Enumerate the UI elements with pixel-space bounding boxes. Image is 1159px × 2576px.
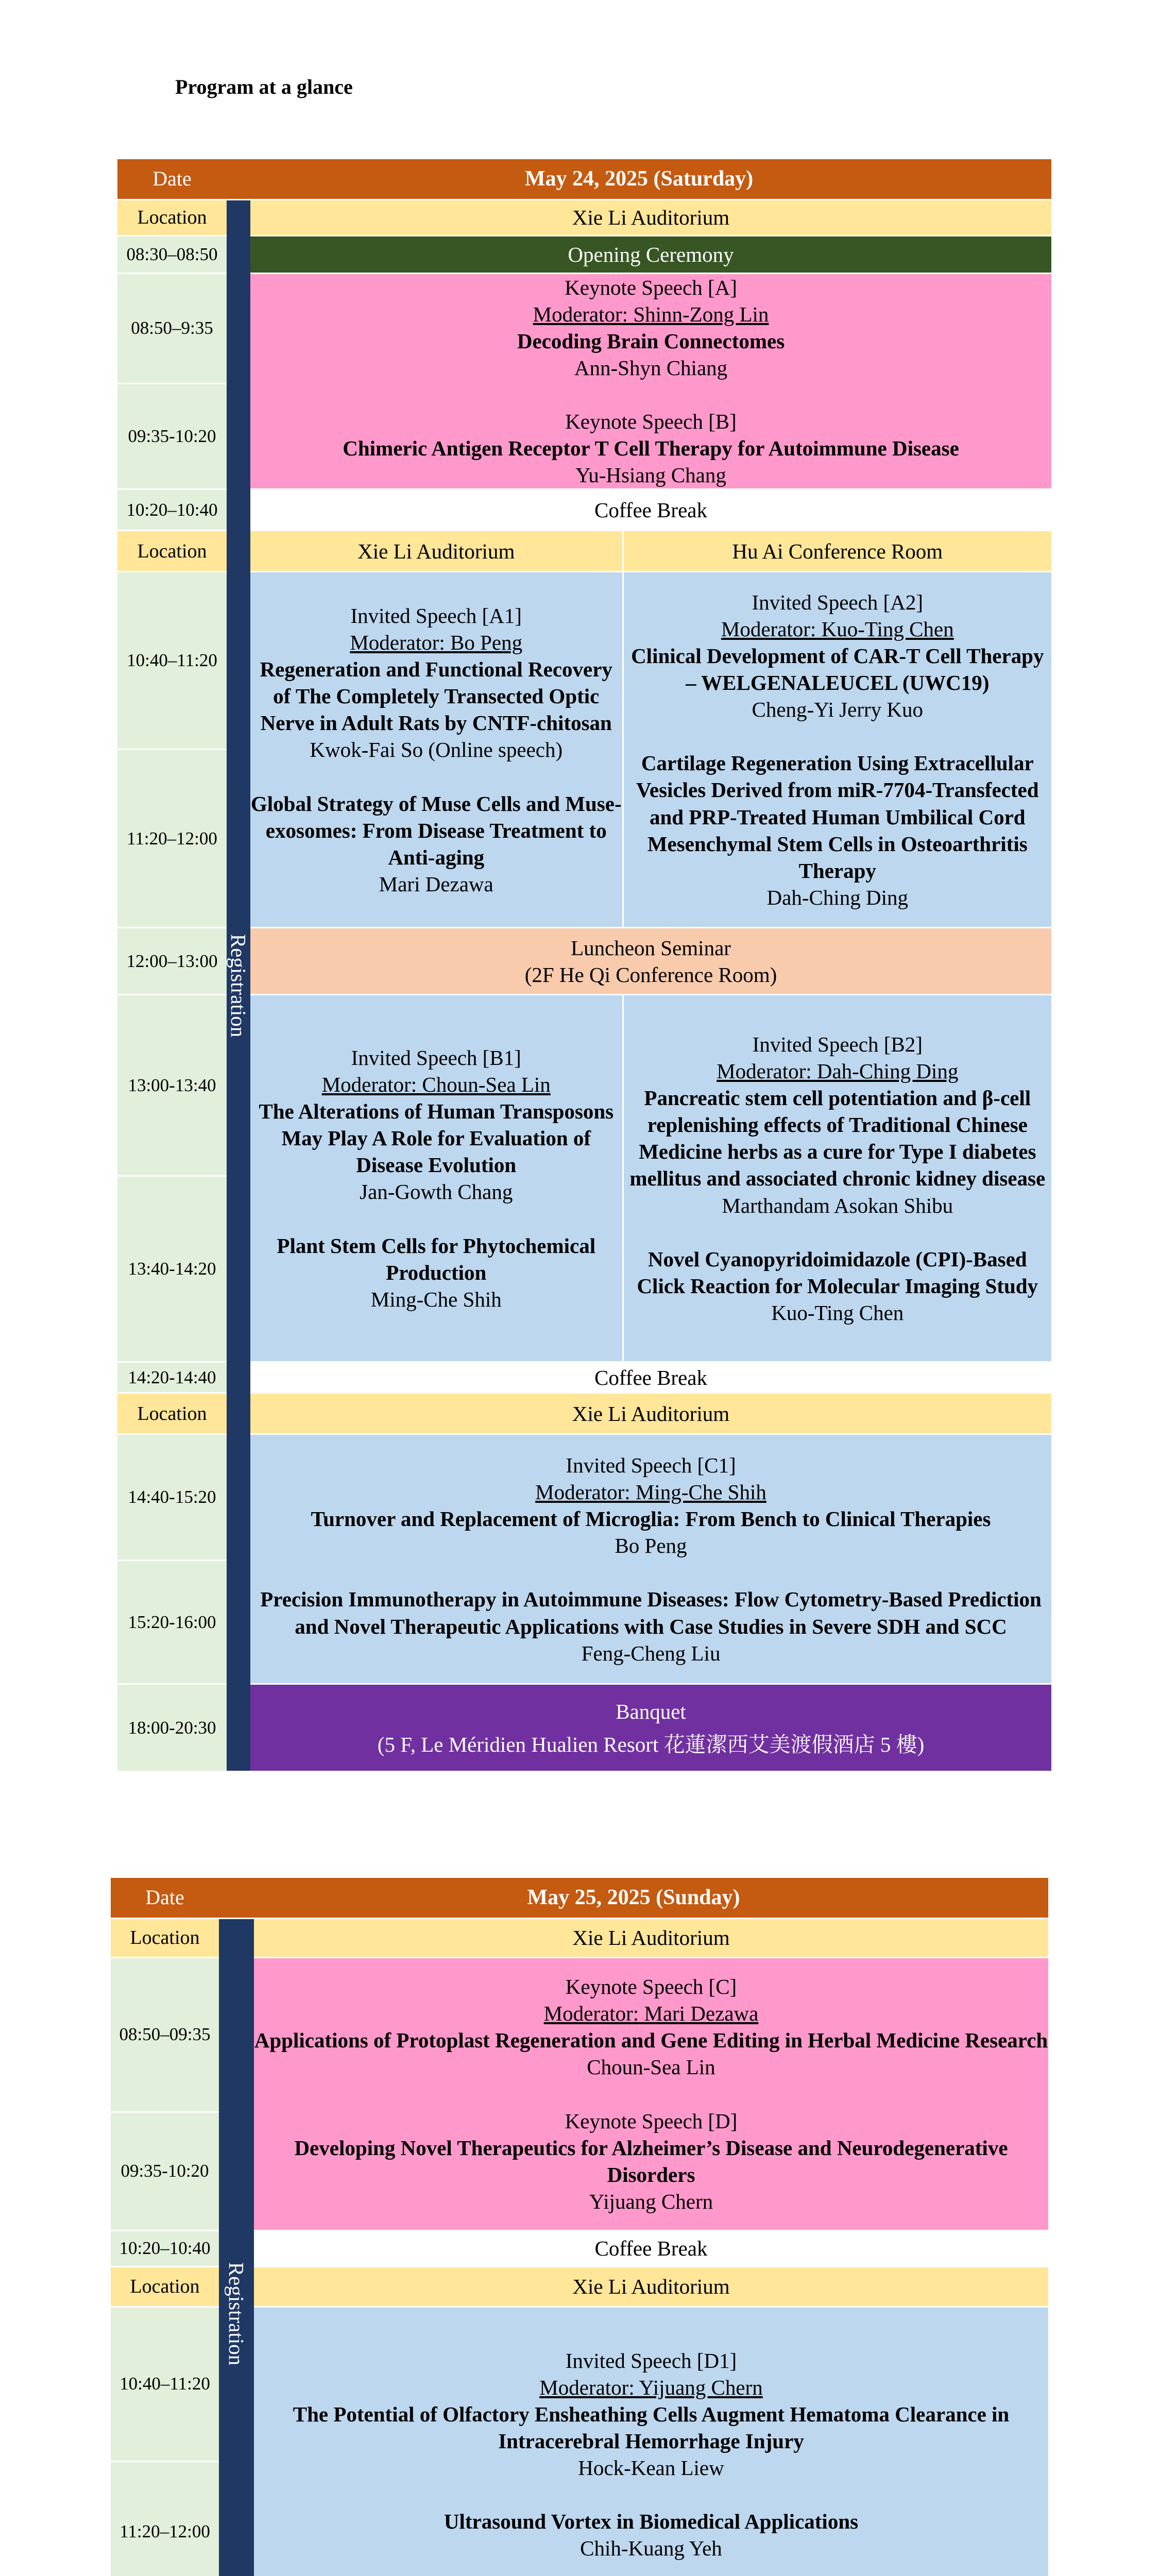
session-title: Keynote Speech [A] (565, 276, 737, 299)
moderator: Moderator: Bo Peng (350, 631, 523, 655)
talk-title: The Potential of Olfactory Ensheathing Cells Augment Hematoma Clearance in Intracerebral Hemorrhage Injury (293, 2402, 1010, 2453)
speaker: Kuo-Ting Chen (771, 1300, 904, 1325)
time-slot: 09:35-10:20 (111, 2112, 219, 2231)
invited-session-a1 (250, 572, 623, 928)
talk-title: Clinical Development of CAR-T Cell Therapy – WELGENALEUCEL (UWC19) (631, 644, 1044, 695)
moderator: Moderator: Kuo-Ting Chen (721, 617, 954, 641)
time-slot: 14:20-14:40 (117, 1362, 227, 1393)
coffee-break: Coffee Break (254, 2231, 1048, 2267)
luncheon-seminar (250, 928, 1051, 995)
speaker: Ming-Che Shih (370, 1287, 502, 1311)
invited-session-a2 (623, 572, 1051, 928)
session-title: Invited Speech [C1] (566, 1453, 736, 1478)
session-title: Keynote Speech [B] (565, 410, 737, 434)
opening-ceremony: Opening Ceremony (250, 236, 1051, 274)
day2-date: May 25, 2025 (Sunday) (219, 1877, 1048, 1919)
date-header-label: Date (111, 1877, 219, 1919)
location-xie-li: Xie Li Auditorium (250, 1393, 1051, 1434)
moderator: Moderator: Choun-Sea Lin (321, 1073, 551, 1097)
location-xie-li: Xie Li Auditorium (250, 200, 1051, 236)
time-slot: 10:20–10:40 (117, 489, 227, 531)
registration-column (227, 200, 250, 1772)
moderator: Moderator: Dah-Ching Ding (717, 1059, 959, 1083)
speaker: Ann-Shyn Chiang (574, 356, 728, 380)
talk-title: Novel Cyanopyridoimidazole (CPI)-Based Click Reaction for Molecular Imaging Study (637, 1247, 1038, 1298)
keynote-session-cd (254, 1958, 1048, 2231)
location-label: Location (111, 1919, 219, 1958)
banquet-location: (5 F, Le Méridien Hualien Resort 花蓮潔西艾美渡假酒店 5 樓) (377, 1732, 925, 1756)
time-slot: 11:20–12:00 (111, 2462, 219, 2576)
location-hu-ai: Hu Ai Conference Room (623, 531, 1051, 572)
moderator: Moderator: Ming-Che Shih (535, 1480, 766, 1504)
talk-title: Plant Stem Cells for Phytochemical Production (277, 1233, 596, 1284)
page-title: Program at a glance (175, 75, 353, 98)
time-slot: 10:40–11:20 (111, 2307, 219, 2462)
table-row (117, 995, 1051, 1176)
location-label: Location (117, 200, 227, 236)
time-slot: 18:00-20:30 (117, 1684, 227, 1772)
time-slot: 09:35-10:20 (117, 383, 227, 489)
speaker: Cheng-Yi Jerry Kuo (752, 698, 924, 722)
coffee-break: Coffee Break (250, 489, 1051, 531)
table-row (117, 489, 1051, 531)
table-row (117, 200, 1051, 236)
time-slot: 15:20-16:00 (117, 1561, 227, 1684)
speaker: Marthandam Asokan Shibu (722, 1193, 953, 1217)
talk-title: Developing Novel Therapeutics for Alzheimer’s Disease and Neurodegenerative Disorders (294, 2136, 1008, 2187)
moderator: Moderator: Mari Dezawa (543, 2002, 759, 2026)
session-title: Invited Speech [A2] (752, 590, 923, 615)
table-row (117, 236, 1051, 274)
speaker: Mari Dezawa (379, 872, 493, 896)
registration-label: Registration (227, 934, 251, 1038)
talk-title: Cartilage Regeneration Using Extracellular Vesicles Derived from miR-7704-Transfected and PRP-Treated Human Umbilical Cord Mesenchymal Stem Cells in Osteoarthritis Therapy (636, 751, 1039, 883)
table-row (117, 531, 1051, 572)
speaker: Jan-Gowth Chang (360, 1180, 513, 1204)
session-title: Invited Speech [B2] (752, 1032, 923, 1057)
time-slot: 08:50–09:35 (111, 1958, 219, 2112)
speaker: Hock-Kean Liew (578, 2456, 724, 2480)
talk-title: Precision Immunotherapy in Autoimmune Diseases: Flow Cytometry-Based Prediction and Novel Therapeutic Applications with Case Studies in Severe SDH and SCC (260, 1587, 1042, 1638)
table-row (117, 1362, 1051, 1393)
speaker: Chih-Kuang Yeh (580, 2536, 722, 2561)
time-slot: 11:20–12:00 (117, 750, 227, 928)
day1-header-row (117, 159, 1051, 200)
location-xie-li: Xie Li Auditorium (254, 2267, 1048, 2307)
day1-schedule-table (117, 158, 1051, 1772)
table-row (117, 928, 1051, 995)
speaker: Yijuang Chern (589, 2189, 713, 2213)
keynote-session-ab (250, 274, 1051, 489)
coffee-break: Coffee Break (250, 1362, 1051, 1393)
session-title: Invited Speech [A1] (350, 604, 522, 628)
day2-schedule-table (111, 1876, 1048, 2576)
session-title: Keynote Speech [D] (565, 2109, 738, 2133)
day1-date: May 24, 2025 (Saturday) (227, 159, 1051, 200)
date-header-label: Date (117, 159, 227, 200)
banquet-title: Banquet (616, 1699, 686, 1723)
speaker: Choun-Sea Lin (587, 2055, 715, 2079)
invited-session-b1 (250, 995, 623, 1362)
session-title: Invited Speech [D1] (565, 2348, 737, 2372)
time-slot: 10:20–10:40 (111, 2231, 219, 2267)
time-slot: 10:40–11:20 (117, 572, 227, 750)
table-row (117, 1434, 1051, 1561)
time-slot: 14:40-15:20 (117, 1434, 227, 1561)
session-title: Keynote Speech [C] (565, 1975, 737, 1999)
lunch-location: (2F He Qi Conference Room) (524, 962, 777, 987)
table-row (117, 1393, 1051, 1434)
talk-title: The Alterations of Human Transposons May Play A Role for Evaluation of Disease Evolution (259, 1099, 614, 1177)
location-xie-li: Xie Li Auditorium (250, 531, 623, 572)
invited-session-d1 (254, 2307, 1048, 2576)
table-row (117, 274, 1051, 384)
speaker: Dah-Ching Ding (766, 885, 908, 909)
registration-label: Registration (225, 2262, 249, 2366)
speaker: Feng-Cheng Liu (581, 1641, 721, 1665)
talk-title: Global Strategy of Muse Cells and Muse-exosomes: From Disease Treatment to Anti-aging (250, 791, 622, 869)
day2-header-row (111, 1877, 1048, 1919)
talk-title: Chimeric Antigen Receptor T Cell Therapy for Autoimmune Disease (343, 436, 959, 461)
time-slot: 08:30–08:50 (117, 236, 227, 274)
invited-session-b2 (623, 995, 1051, 1362)
lunch-title: Luncheon Seminar (571, 936, 731, 960)
time-slot: 12:00–13:00 (117, 928, 227, 995)
speaker: Kwok-Fai So (Online speech) (310, 738, 563, 762)
speaker: Bo Peng (615, 1534, 687, 1558)
talk-title: Turnover and Replacement of Microglia: From Bench to Clinical Therapies (311, 1507, 991, 1531)
table-row (111, 1919, 1048, 1958)
table-row (117, 572, 1051, 750)
talk-title: Decoding Brain Connectomes (517, 329, 785, 353)
location-label: Location (111, 2267, 219, 2307)
location-label: Location (117, 1393, 227, 1434)
banquet (250, 1684, 1051, 1772)
talk-title: Applications of Protoplast Regeneration and Gene Editing in Herbal Medicine Research (254, 2028, 1048, 2053)
location-xie-li: Xie Li Auditorium (254, 1919, 1048, 1958)
speaker: Yu-Hsiang Chang (575, 463, 726, 487)
time-slot: 08:50–9:35 (117, 274, 227, 384)
talk-title: Ultrasound Vortex in Biomedical Applications (444, 2510, 859, 2534)
location-label: Location (117, 531, 227, 572)
registration-column (219, 1919, 254, 2576)
time-slot: 13:00-13:40 (117, 995, 227, 1176)
talk-title: Pancreatic stem cell potentiation and β-cell replenishing effects of Traditional Chinese Medicine herbs as a cure for Type I diabetes mellitus and associated chronic kidney disease (629, 1086, 1046, 1191)
invited-session-c1 (250, 1434, 1051, 1684)
moderator: Moderator: Shinn-Zong Lin (533, 302, 769, 327)
talk-title: Regeneration and Functional Recovery of The Completely Transected Optic Nerve in Adult Rats by CNTF-chitosan (260, 657, 612, 735)
session-title: Invited Speech [B1] (351, 1046, 521, 1070)
table-row (117, 1684, 1051, 1772)
time-slot: 13:40-14:20 (117, 1176, 227, 1362)
moderator: Moderator: Yijuang Chern (539, 2375, 763, 2399)
